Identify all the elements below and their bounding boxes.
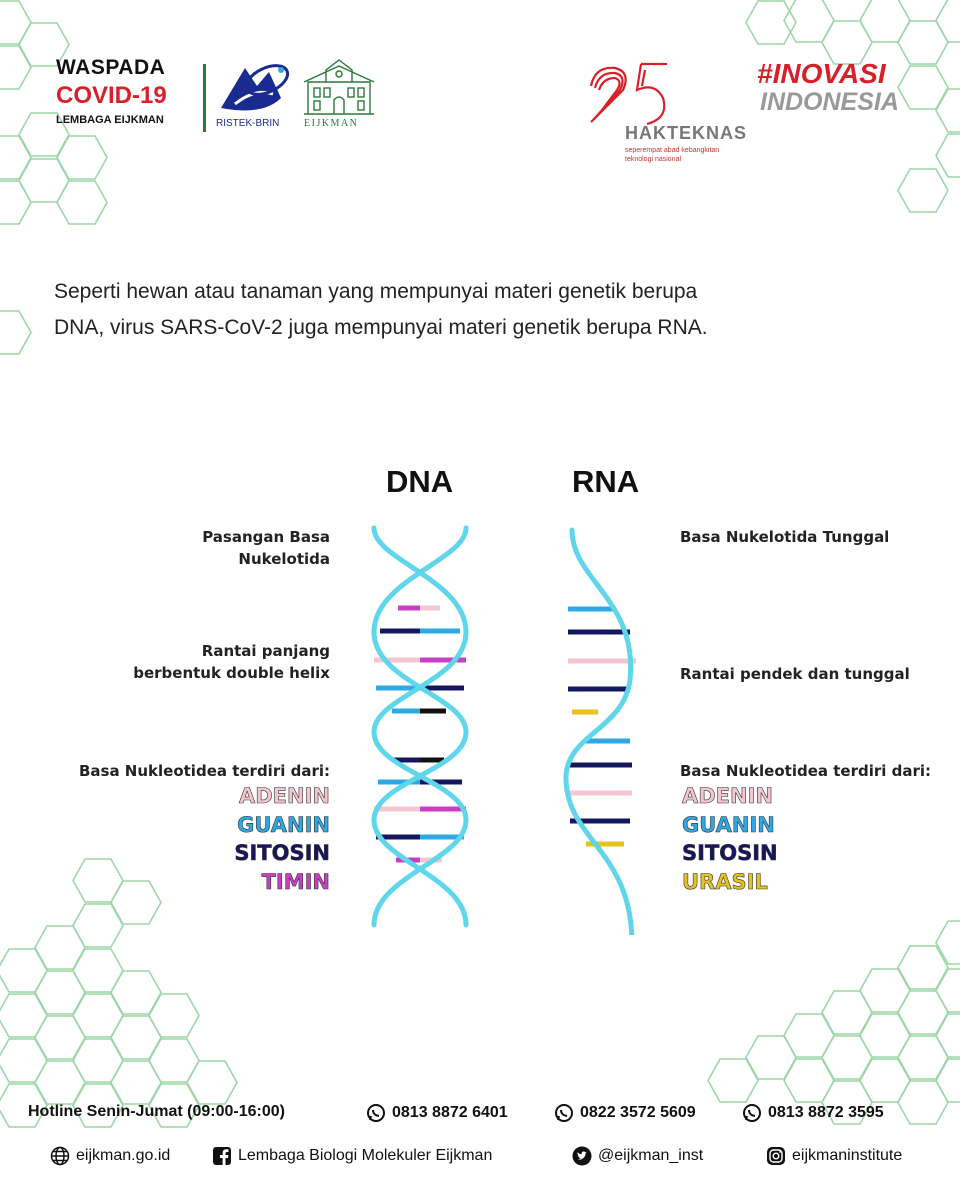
dna-label-base-pairs [202, 526, 330, 570]
facebook-icon [212, 1146, 232, 1166]
dna-label-chain [133, 640, 330, 684]
intro-line-1: Seperti hewan atau tanaman yang mempunyai materi genetik berupa [54, 280, 698, 303]
globe-icon [50, 1146, 70, 1166]
rna-base-guanin: GUANIN [682, 812, 775, 837]
dna-label-chain-line2: berbentuk double helix [133, 664, 330, 682]
covid-text: COVID-19 [56, 82, 167, 109]
rna-label-single-base: Basa Nukelotida Tunggal [680, 528, 890, 546]
rna-label-bases-title: Basa Nukleotidea terdiri dari: [680, 762, 932, 780]
twitter-icon [572, 1146, 592, 1166]
rna-bases-list [682, 782, 778, 896]
phone-3[interactable] [742, 1103, 884, 1123]
dna-base-sitosin: SITOSIN [234, 841, 330, 865]
dna-rna-helix-illustration [340, 520, 660, 935]
dna-label-chain-line1: Rantai panjang [201, 642, 330, 660]
rna-strand [566, 530, 632, 935]
facebook-text: Lembaga Biologi Molekuler Eijkman [238, 1147, 493, 1164]
waspada-covid-logo [56, 56, 167, 126]
whatsapp-icon [742, 1103, 762, 1123]
instagram-text: eijkmaninstitute [792, 1147, 903, 1164]
phone-3-number: 0813 8872 3595 [768, 1104, 884, 1121]
instagram-icon [766, 1146, 786, 1166]
hakteknas-subtitle: seperempat abad kebangkitan teknologi nasional [625, 147, 720, 163]
ristek-brin-label: RISTEK-BRIN [216, 118, 280, 129]
rna-base-urasil: URASIL [682, 869, 768, 894]
hotline-label: Hotline Senin-Jumat (09:00-16:00) [28, 1103, 285, 1120]
eijkman-label: EIJKMAN [304, 118, 359, 129]
twitter-text: @eijkman_inst [598, 1147, 704, 1164]
phone-2-number: 0822 3572 5609 [580, 1104, 696, 1121]
phone-1[interactable] [366, 1103, 508, 1123]
dna-bases-list [234, 782, 330, 896]
facebook-link[interactable] [212, 1146, 492, 1166]
rna-base-sitosin: SITOSIN [682, 841, 778, 865]
instagram-link[interactable] [766, 1146, 902, 1166]
header-divider [203, 64, 206, 132]
inovasi-hashtag: #INOVASI [757, 58, 886, 89]
waspada-text: WASPADA [56, 56, 166, 79]
indonesia-text: INDONESIA [760, 88, 899, 116]
phone-2[interactable] [554, 1103, 696, 1123]
whatsapp-icon [366, 1103, 386, 1123]
dna-base-adenin: ADENIN [239, 784, 330, 808]
rna-heading: RNA [572, 464, 640, 499]
dna-label-base-pairs-line1: Pasangan Basa [202, 528, 330, 546]
hakteknas-title: HAKTEKNAS [625, 123, 748, 143]
whatsapp-icon [554, 1103, 574, 1123]
lembaga-text: LEMBAGA EIJKMAN [56, 114, 164, 126]
dna-base-timin: TIMIN [261, 869, 330, 894]
eijkman-building-logo [300, 56, 378, 118]
dna-label-bases-title: Basa Nukleotidea terdiri dari: [78, 762, 330, 780]
dna-strands [374, 528, 466, 925]
intro-paragraph [54, 274, 914, 346]
twitter-link[interactable] [572, 1146, 703, 1166]
dna-base-pairs [374, 608, 466, 860]
dna-label-base-pairs-line2: Nukelotida [238, 550, 330, 568]
rna-label-chain: Rantai pendek dan tunggal [680, 665, 910, 683]
phone-1-number: 0813 8872 6401 [392, 1104, 508, 1121]
rna-base-adenin: ADENIN [682, 784, 773, 808]
website-link[interactable] [50, 1146, 170, 1166]
dna-base-guanin: GUANIN [237, 812, 330, 837]
website-text: eijkman.go.id [76, 1147, 171, 1164]
dna-heading: DNA [386, 464, 454, 499]
intro-line-2: DNA, virus SARS-CoV-2 juga mempunyai materi genetik berupa RNA. [54, 316, 708, 339]
